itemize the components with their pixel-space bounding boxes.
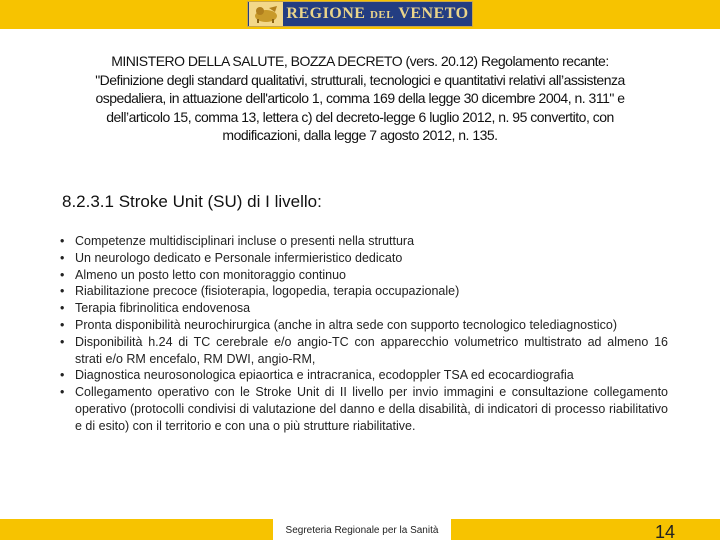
bullet-icon: • [60, 284, 65, 299]
bullet-icon: • [60, 317, 65, 332]
bullet-icon: • [60, 334, 65, 349]
lion-crest-icon [249, 2, 283, 26]
section-title: 8.2.3.1 Stroke Unit (SU) di I livello: [62, 192, 322, 211]
list-item: • Pronta disponibilità neurochirurgica (anche in altra sede con supporto tecnologico telediagnostico) [60, 317, 617, 332]
bullet-icon: • [60, 368, 65, 383]
bullet-icon: • [60, 250, 65, 265]
page-number: 14 [655, 522, 676, 542]
header-line: dell’articolo 15, comma 13, lettera c) del decreto-legge 6 luglio 2012, n. 95 convertito, con [106, 108, 614, 125]
logo-title: REGIONE DEL VENETO [286, 5, 469, 22]
list-item: • Collegamento operativo con le Stroke Unit di II livello per invio immagini e consultazione collegamento operativo (protocolli condivisi di valutazione del danno e della disabilità, di indicatori di processo riabilitativo e di esito) con il territorio e con una o più strutture riabilitative. [60, 385, 668, 433]
list-item: • Almeno un posto letto con monitoraggio continuo [60, 267, 347, 282]
list-item: • Diagnostica neurosonologica epiaortica e intracranica, ecodoppler TSA ed ecocardiografia [60, 368, 574, 383]
header-line: modificazioni, dalla legge 7 agosto 2012, n. 135. [222, 127, 498, 143]
document-header [40, 52, 680, 145]
list-item: • Riabilitazione precoce (fisioterapia, logopedia, terapia occupazionale) [60, 284, 460, 299]
bullet-icon: • [60, 301, 65, 316]
list-item: • Un neurologo dedicato e Personale infermieristico dedicato [60, 250, 403, 265]
requirements-list [58, 233, 668, 435]
header-line: ospedaliera, in attuazione dell'articolo 1, comma 169 della legge 30 dicembre 2004, n. 311" e [95, 90, 625, 106]
header-line: MINISTERO DELLA SALUTE, BOZZA DECRETO (vers. 20.12) Regolamento recante: [111, 53, 609, 69]
regione-veneto-logo [247, 1, 473, 27]
list-item: • Disponibilità h.24 di TC cerebrale e/o angio-TC con apparecchio volumetrico multistrato ad almeno 16 strati e/o RM encefalo, RM DWI, angio-RM, [60, 334, 668, 366]
bullet-icon: • [60, 234, 65, 248]
bullet-icon: • [60, 385, 65, 400]
header-line: "Definizione degli standard qualitativi, strutturali, tecnologici e quantitativi relativi all’assistenza [95, 71, 625, 88]
list-item: • Competenze multidisciplinari incluse o presenti nella struttura [60, 234, 415, 248]
bullet-icon: • [60, 267, 65, 282]
footer-label: Segreteria Regionale per la Sanità [273, 519, 451, 540]
list-item: • Terapia fibrinolitica endovenosa [60, 301, 251, 316]
